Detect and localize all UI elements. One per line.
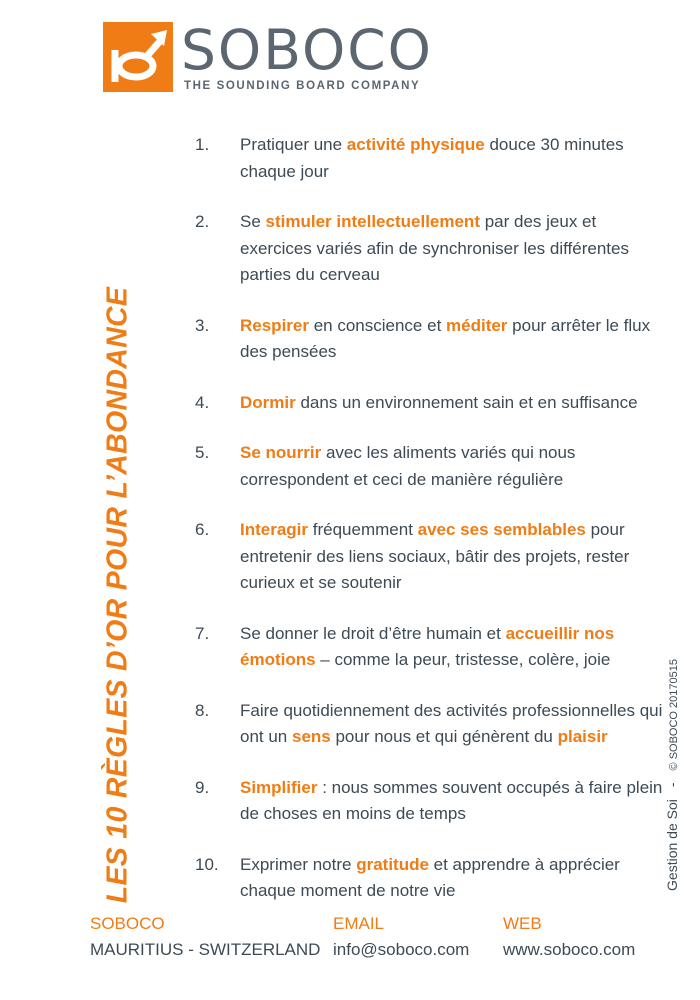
rule-highlight: plaisir bbox=[557, 727, 608, 746]
rule-text: Se donner le droit d’être humain et accueillir nos émotions – comme la peur, tristesse, colère, joie bbox=[240, 623, 615, 669]
rule-highlight: sens bbox=[292, 727, 331, 746]
rule-item bbox=[195, 698, 665, 751]
rule-item bbox=[195, 852, 665, 905]
rule-number: 8. bbox=[195, 700, 210, 720]
footer-web-link[interactable]: www.soboco.com bbox=[503, 940, 636, 959]
brand-logo bbox=[103, 18, 433, 92]
rule-text: Se stimuler intellectuellement par des jeux et exercices variés afin de synchroniser les différentes parties du cerveau bbox=[240, 212, 629, 284]
footer-company-value: MAURITIUS - SWITZERLAND bbox=[90, 940, 321, 959]
rule-text: Exprimer notre gratitude et apprendre à apprécier chaque moment de notre vie bbox=[240, 854, 620, 900]
rule-item bbox=[195, 621, 665, 674]
rule-item bbox=[195, 209, 665, 289]
rule-number: 6. bbox=[195, 520, 210, 539]
rule-highlight: gratitude bbox=[356, 854, 429, 874]
rule-text: Pratiquer une activité physique douce 30 minutes chaque jour bbox=[240, 135, 624, 181]
footer-web bbox=[503, 911, 635, 963]
rule-item bbox=[195, 517, 665, 597]
rule-highlight: Interagir bbox=[240, 520, 309, 539]
rule-highlight: avec ses semblables bbox=[417, 520, 586, 539]
rule-highlight: stimuler intellectuellement bbox=[265, 212, 480, 231]
rule-highlight: Dormir bbox=[240, 392, 296, 412]
rule-text: Se nourrir avec les aliments variés qui nous correspondent et ceci de manière régulière bbox=[240, 443, 576, 489]
side-note-copyright: © SOBOCO 20170515 bbox=[668, 659, 680, 771]
footer-email bbox=[333, 911, 469, 963]
footer-company-label: SOBOCO bbox=[90, 914, 165, 933]
rule-highlight: Simplifier bbox=[240, 777, 318, 797]
rule-highlight: Se nourrir bbox=[240, 443, 322, 462]
rules-list bbox=[195, 132, 665, 905]
side-note-category: Gestion de Soi bbox=[664, 799, 680, 891]
rule-number: 10. bbox=[195, 854, 219, 874]
rule-number: 5. bbox=[195, 443, 210, 462]
footer-company bbox=[90, 911, 320, 963]
footer-email-label: EMAIL bbox=[333, 914, 385, 933]
rule-text: Simplifier : nous sommes souvent occupés à faire plein de choses en moins de temps bbox=[240, 777, 663, 823]
brand-tagline: THE SOUNDING BOARD COMPANY bbox=[184, 80, 421, 92]
rule-highlight: activité physique bbox=[346, 135, 485, 154]
brand-name: SOBOCO bbox=[181, 18, 433, 82]
soboco-logo-icon bbox=[103, 22, 173, 92]
rule-number: 3. bbox=[195, 315, 210, 335]
rule-item bbox=[195, 775, 665, 828]
rule-text: Dormir dans un environnement sain et en suffisance bbox=[240, 392, 638, 412]
rule-number: 1. bbox=[195, 135, 210, 154]
side-note-separator: - bbox=[664, 782, 680, 788]
footer-email-link[interactable]: info@soboco.com bbox=[333, 940, 470, 959]
rule-highlight: Respirer bbox=[240, 315, 309, 335]
rule-number: 4. bbox=[195, 392, 210, 412]
rule-text: Interagir fréquemment avec ses semblables pour entretenir des liens sociaux, bâtir des projets, rester curieux et se soutenir bbox=[240, 520, 630, 592]
rule-number: 2. bbox=[195, 212, 210, 231]
rule-highlight: accueillir nos émotions bbox=[240, 623, 615, 669]
rule-item bbox=[195, 313, 665, 366]
rule-number: 7. bbox=[195, 623, 210, 643]
rule-highlight: méditer bbox=[446, 315, 508, 335]
rule-text: Respirer en conscience et méditer pour arrêter le flux des pensées bbox=[240, 315, 651, 361]
rule-text: Faire quotidiennement des activités professionnelles qui ont un sens pour nous et qui génèrent du plaisir bbox=[240, 700, 663, 746]
rule-item bbox=[195, 132, 665, 185]
brand-text bbox=[181, 18, 433, 92]
rule-item bbox=[195, 440, 665, 493]
page-title: LES 10 RÈGLES D’OR POUR L’ABONDANCE bbox=[101, 286, 134, 904]
rule-item bbox=[195, 390, 665, 417]
rule-number: 9. bbox=[195, 777, 210, 797]
side-note bbox=[664, 659, 680, 891]
footer-web-label: WEB bbox=[503, 914, 542, 933]
